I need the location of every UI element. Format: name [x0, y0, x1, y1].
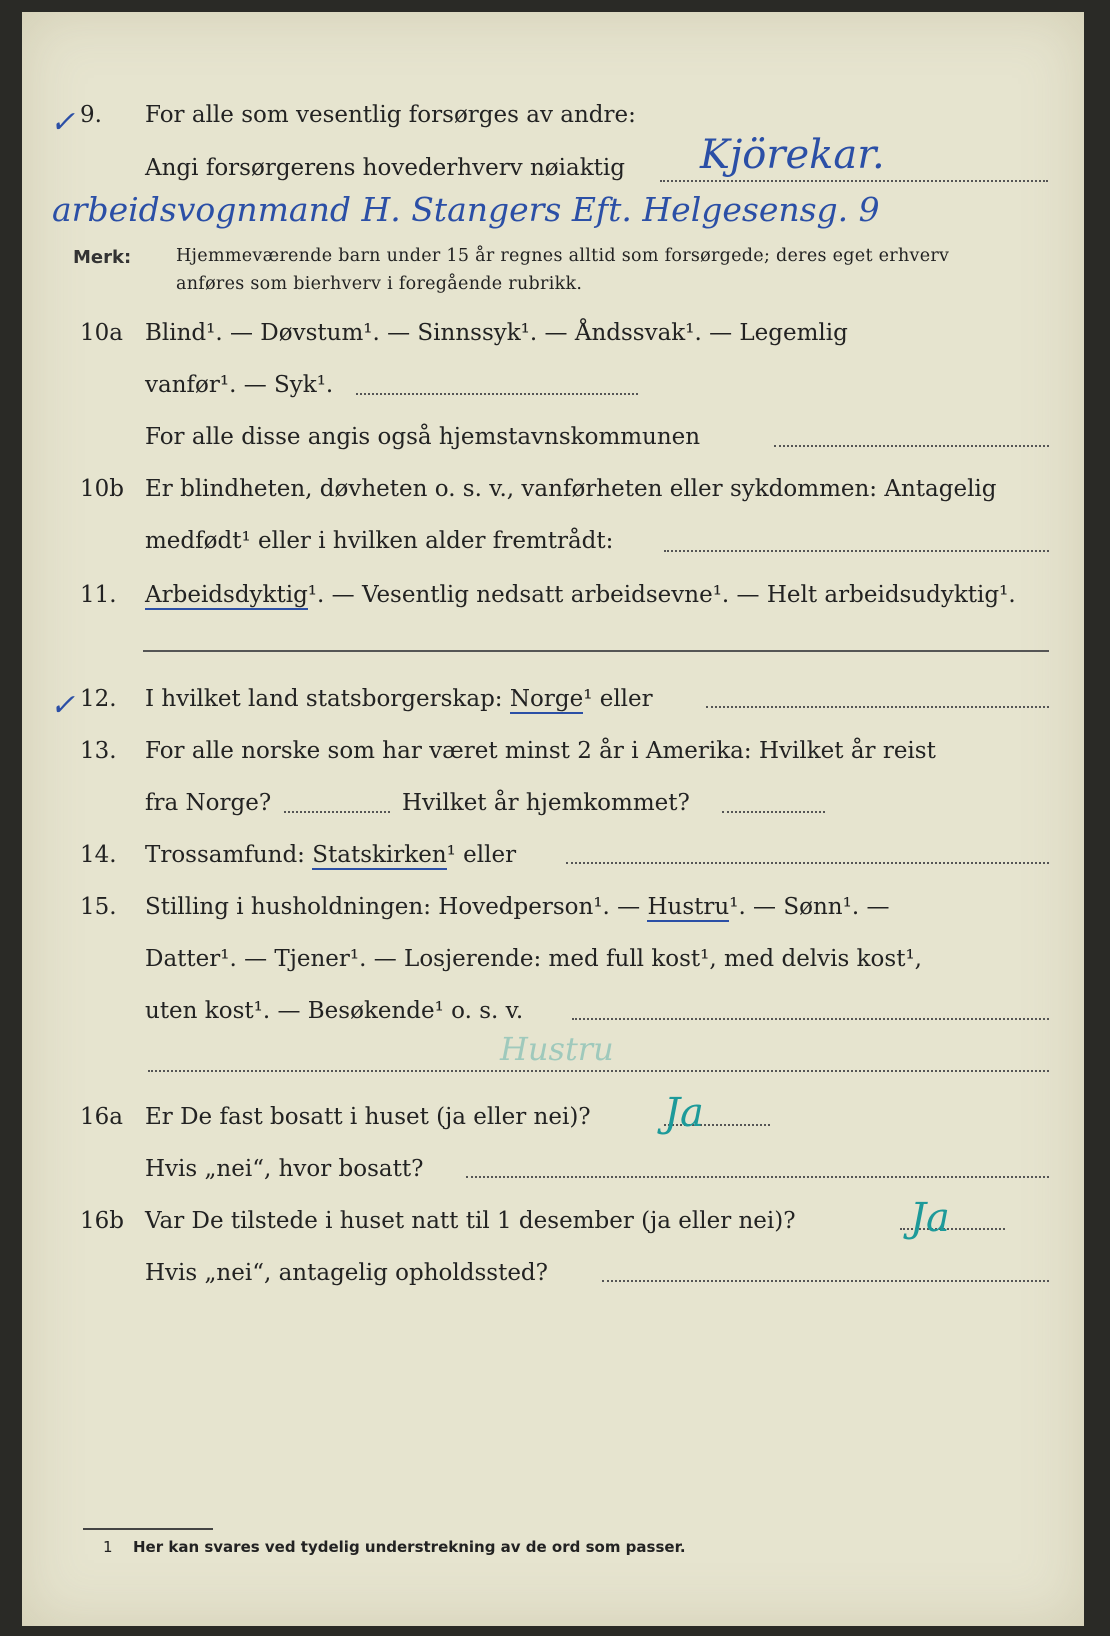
q9-text-2: Angi forsørgerens hovederhverv nøiaktig [145, 155, 625, 181]
q15-options-1: ¹. — Sønn¹. — [729, 894, 890, 920]
q9-number: 9. [80, 102, 102, 128]
footnote-mark: 1 [103, 1538, 113, 1556]
q13-year-left-line [284, 811, 390, 813]
q16a-line1 [0, 1104, 1110, 1144]
q10a-text-3: For alle disse angis også hjemstavnskommunen [145, 424, 701, 450]
q13-text-2b: Hvilket år hjemkommet? [402, 790, 690, 816]
q16b-text-1: Var De tilstede i huset natt til 1 desember (ja eller nei)? [145, 1208, 796, 1234]
q9-handwritten-answer-2: arbeidsvognmand H. Stangers Eft. Helgesensg. 9 [52, 190, 880, 229]
q10a-answer-line [356, 393, 638, 395]
q12-underlined-choice: Norge [509, 686, 584, 712]
merk-text-2: anføres som bierhverv i foregående rubrikk. [176, 274, 583, 294]
q14-question: Trossamfund: [145, 842, 313, 868]
checkmark-12: ✓ [50, 688, 76, 723]
footnote-text: Her kan svares ved tydelig understrekning av de ord som passer. [133, 1538, 686, 1556]
q10b-line1 [0, 476, 1110, 516]
q10a-text-1: Blind¹. — Døvstum¹. — Sinnssyk¹. — Åndssvak¹. — Legemlig [145, 320, 848, 346]
q16a-number: 16a [80, 1104, 123, 1130]
q15-number: 15. [80, 894, 117, 920]
q15-text-1 [145, 894, 889, 920]
q14-underlined-choice: Statskirken [312, 842, 447, 868]
q11-line [0, 582, 1110, 622]
q9-line1 [0, 102, 1110, 142]
q12-text [145, 686, 653, 712]
q13-year-returned-line [722, 811, 825, 813]
q12-question: I hvilket land statsborgerskap: [145, 686, 510, 712]
q16a-text-2: Hvis „nei“, hvor bosatt? [145, 1156, 424, 1182]
q15-text-3: uten kost¹. — Besøkende¹ o. s. v. [145, 998, 524, 1024]
q9-line2 [0, 155, 1110, 195]
q12-suffix: ¹ eller [583, 686, 653, 712]
checkmark-9: ✓ [50, 105, 76, 140]
q11-number: 11. [80, 582, 117, 608]
q13-line2 [0, 790, 1110, 830]
q15-faint-handwritten-answer: Hustru [500, 1030, 614, 1068]
q13-line1 [0, 738, 1110, 778]
q15-text-2: Datter¹. — Tjener¹. — Losjerende: med full kost¹, med delvis kost¹, [145, 946, 922, 972]
q15-line1 [0, 894, 1110, 934]
q10b-line2 [0, 528, 1110, 568]
q10a-number: 10a [80, 320, 123, 346]
merk-label: Merk: [73, 247, 132, 268]
q15-line2 [0, 946, 1110, 986]
q9-handwritten-answer-1: Kjörekar. [700, 132, 885, 178]
q10b-number: 10b [80, 476, 124, 502]
q12-number: 12. [80, 686, 117, 712]
q10a-text-2: vanfør¹. — Syk¹. [145, 372, 334, 398]
q9-answer-line-1 [660, 180, 1048, 182]
q10b-text-2: medfødt¹ eller i hvilken alder fremtrådt: [145, 528, 614, 554]
q15-answer-line-1 [572, 1018, 1049, 1020]
q11-underlined-choice: Arbeidsdyktig [145, 582, 308, 608]
footnote-rule [83, 1528, 213, 1530]
q12-answer-line [706, 706, 1049, 708]
q14-answer-line [566, 862, 1049, 864]
q16a-handwritten-answer: Ja [664, 1090, 704, 1136]
q15-answer-line-2 [148, 1070, 1049, 1072]
q11-answer-line [143, 650, 1049, 652]
q10a-line1 [0, 320, 1110, 360]
q16b-handwritten-answer: Ja [910, 1195, 950, 1241]
q10b-text-1: Er blindheten, døvheten o. s. v., vanførheten eller sykdommen: Antagelig [145, 476, 997, 502]
q11-options: ¹. — Vesentlig nedsatt arbeidsevne¹. — Helt arbeidsudyktig¹. [307, 582, 1016, 608]
q13-text-2a: fra Norge? [145, 790, 272, 816]
q11-text [145, 582, 1016, 608]
merk-text-1: Hjemmeværende barn under 15 år regnes alltid som forsørgede; deres eget erhverv [176, 246, 950, 266]
q13-text-1: For alle norske som har været minst 2 år i Amerika: Hvilket år reist [145, 738, 936, 764]
q16b-text-2: Hvis „nei“, antagelig opholdssted? [145, 1260, 548, 1286]
q14-text [145, 842, 516, 868]
q14-number: 14. [80, 842, 117, 868]
q15-underlined-choice: Hustru [647, 894, 730, 920]
q16b-location-line [602, 1280, 1049, 1282]
q16a-where-line [466, 1176, 1049, 1178]
q10a-hometown-line [774, 445, 1049, 447]
q9-text-1: For alle som vesentlig forsørges av andre: [145, 102, 636, 128]
q14-suffix: ¹ eller [446, 842, 517, 868]
q13-number: 13. [80, 738, 117, 764]
q10a-line3 [0, 424, 1110, 464]
q15-question: Stilling i husholdningen: Hovedperson¹. — [145, 894, 648, 920]
q16a-text-1: Er De fast bosatt i huset (ja eller nei)? [145, 1104, 591, 1130]
q16b-number: 16b [80, 1208, 124, 1234]
q10a-line2 [0, 372, 1110, 412]
merk-line2 [0, 274, 1110, 314]
q10b-answer-line [664, 550, 1049, 552]
